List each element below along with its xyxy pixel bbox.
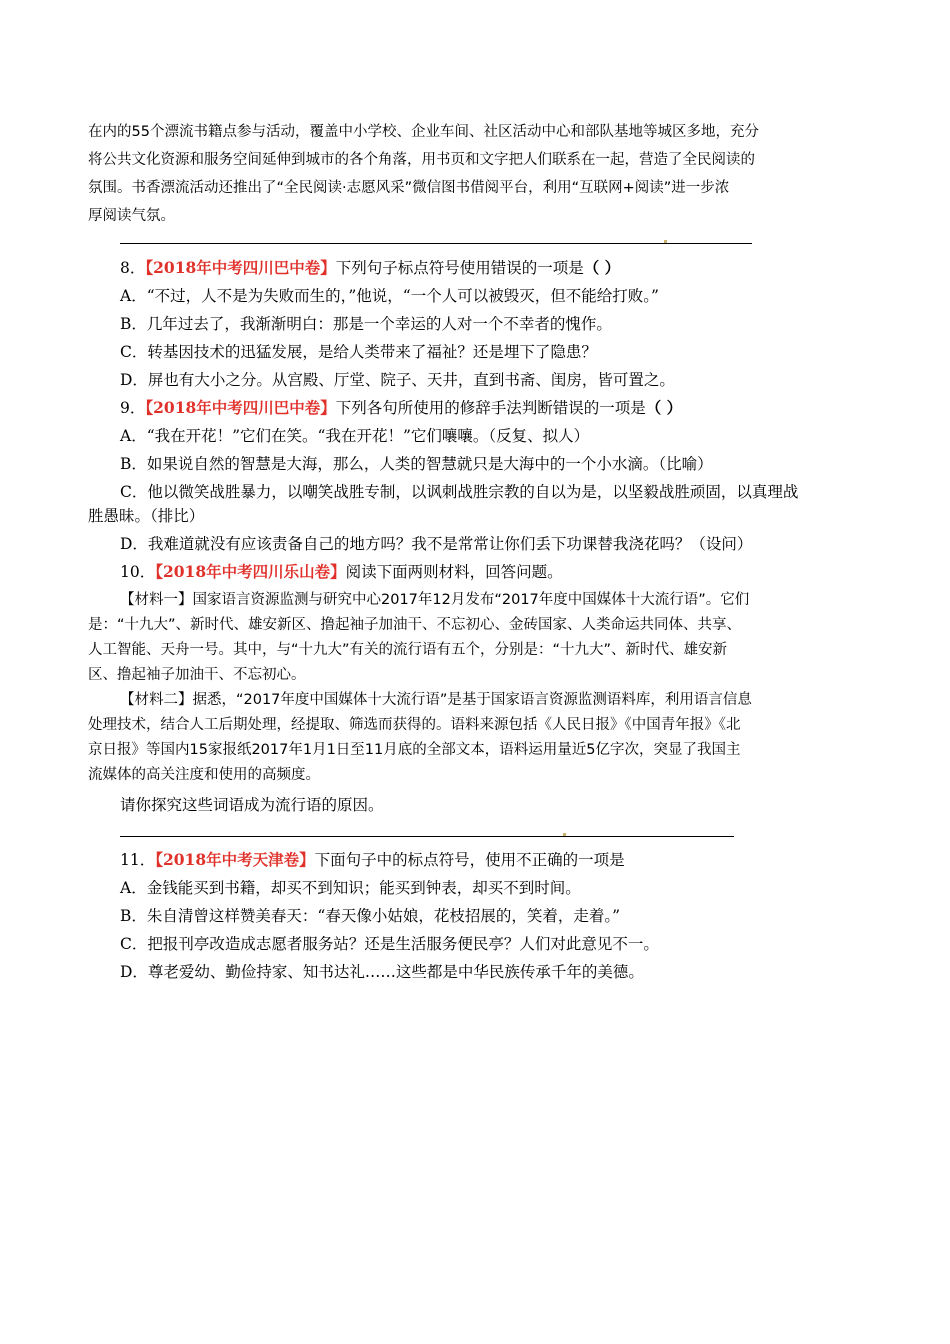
question-10-number: 10． (120, 563, 156, 581)
question-11-header (120, 850, 625, 870)
intro-line-4: 厚阅读气氛。 (88, 208, 175, 224)
question-9-number: 9． (120, 399, 146, 417)
question-10-source: 【2018年中考四川乐山卷】 (155, 562, 346, 581)
question-9-option-d: D．我难道就没有应该责备自己的地方吗？我不是常常让你们丢下功课替我浇花吗？（设问） (120, 535, 753, 553)
question-11-option-c: C．把报刊亭改造成志愿者服务站？还是生活服务便民亭？人们对此意见不一。 (120, 935, 659, 953)
question-11-source: 【2018年中考天津卷】 (155, 850, 315, 869)
question-9-option-a: A．“我在开花！”它们在笑。“我在开花！”它们嚷嚷。（反复、拟人） (120, 427, 590, 445)
question-11-option-b: B．朱自清曾这样赞美春天：“春天像小姑娘，花枝招展的，笑着，走着。” (120, 907, 620, 925)
question-9-option-c-line-1: C．他以微笑战胜暴力，以嘲笑战胜专制，以讽刺战胜宗教的自以为是，以坚毅战胜顽固，以真理战 (120, 483, 799, 501)
question-8-option-a: A．“不过，人不是为失败而生的，”他说，“一个人可以被毁灭，但不能给打败。” (120, 287, 659, 305)
intro-line-2: 将公共文化资源和服务空间延伸到城市的各个角落，用书页和文字把人们联系在一起，营造了全民阅读的 (88, 152, 755, 168)
question-8-header (120, 258, 620, 278)
material-1-line-4: 区、撸起袖子加油干、不忘初心。 (88, 667, 306, 683)
material-2-line-4: 流媒体的高关注度和使用的高频度。 (88, 767, 320, 783)
question-9-option-c-line-2: 胜愚昧。（排比） (88, 507, 205, 525)
question-8-option-b: B．几年过去了，我渐渐明白：那是一个幸运的人对一个不幸者的愧作。 (120, 315, 612, 333)
question-9-header (120, 398, 682, 418)
material-1-line-1: 【材料一】国家语言资源监测与研究中心2017年12月发布“2017年度中国媒体十大流行语”。它们 (120, 592, 750, 608)
question-10-prompt: 请你探究这些词语成为流行语的原因。 (120, 796, 384, 814)
answer-line-1[interactable] (120, 243, 752, 244)
material-2-line-3: 京日报》等国内15家报纸2017年1月1日至11月底的全部文本，语料运用量近5亿字次，突显了我国主 (88, 742, 741, 758)
marker-dot (664, 240, 667, 243)
question-11-stem: 下面句子中的标点符号，使用不正确的一项是 (314, 851, 625, 869)
question-8-option-c: C．转基因技术的迅猛发展，是给人类带来了福祉？还是埋下了隐患？ (120, 343, 597, 361)
intro-line-1: 在内的55个漂流书籍点参与活动，覆盖中小学校、企业车间、社区活动中心和部队基地等城区多地，充分 (88, 124, 759, 140)
question-11-option-d: D．尊老爱幼、勤俭持家、知书达礼……这些都是中华民族传承千年的美德。 (120, 963, 644, 981)
material-2-line-2: 处理技术，结合人工后期处理，经提取、筛选而获得的。语料来源包括《人民日报》《中国青年报》《北 (88, 717, 741, 733)
material-1-line-3: 人工智能、天舟一号。其中，与“十九大”有关的流行语有五个，分别是：“十九大”、新时代、雄安新 (88, 642, 728, 658)
question-8-source: 【2018年中考四川巴中卷】 (145, 258, 336, 277)
question-8-stem: 下列句子标点符号使用错误的一项是 (335, 259, 584, 277)
marker-dot (563, 833, 566, 836)
question-8-number: 8． (120, 259, 146, 277)
material-2-line-1: 【材料二】据悉，“2017年度中国媒体十大流行语”是基于国家语言资源监测语料库，利用语言信息 (120, 692, 752, 708)
question-8-answer-paren: （ ） (583, 258, 621, 277)
question-9-stem: 下列各句所使用的修辞手法判断错误的一项是 (335, 399, 646, 417)
question-8-option-d: D．屏也有大小之分。从宫殿、厅堂、院子、天井，直到书斋、闺房，皆可置之。 (120, 371, 675, 389)
answer-line-2[interactable] (120, 836, 734, 837)
question-9-source: 【2018年中考四川巴中卷】 (145, 398, 336, 417)
question-11-option-a: A．金钱能买到书籍，却买不到知识；能买到钟表，却买不到时间。 (120, 879, 581, 897)
question-9-option-b: B．如果说自然的智慧是大海，那么，人类的智慧就只是大海中的一个小水滴。（比喻） (120, 455, 713, 473)
intro-line-3: 氛围。书香漂流活动还推出了“全民阅读·志愿风采”微信图书借阅平台，利用“互联网+阅读”进一步浓 (88, 180, 730, 196)
question-9-answer-paren: （ ） (645, 398, 683, 417)
question-10-header (120, 562, 563, 582)
question-10-stem: 阅读下面两则材料，回答问题。 (345, 563, 563, 581)
material-1-line-2: 是：“十九大”、新时代、雄安新区、撸起袖子加油干、不忘初心、金砖国家、人类命运共同体、共享、 (88, 617, 742, 633)
question-11-number: 11． (120, 851, 156, 869)
